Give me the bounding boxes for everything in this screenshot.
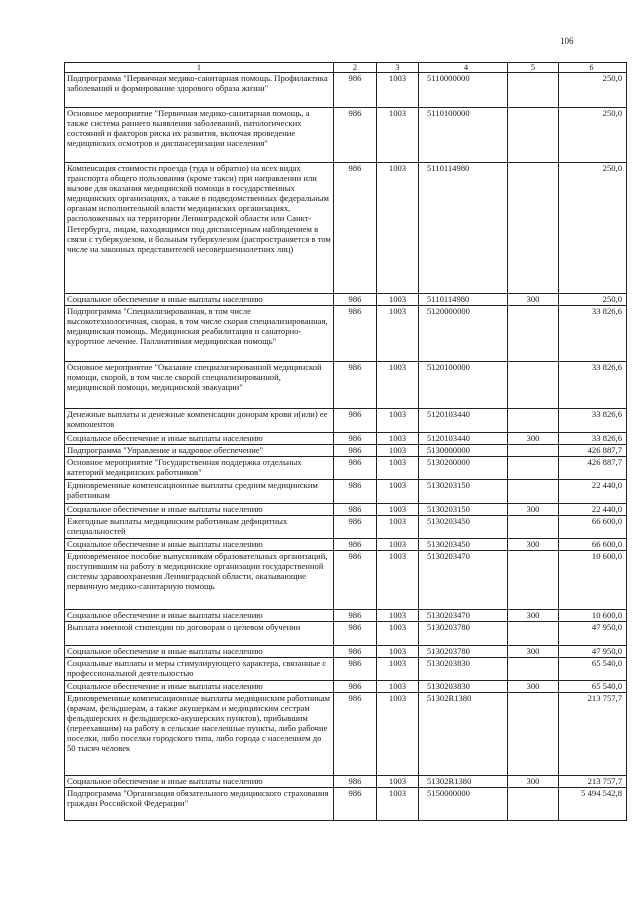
row-amount: 10 600,0 [559,551,627,610]
row-name: Социальное обеспечение и иные выплаты населению [65,294,334,306]
row-name: Основное мероприятие "Первичная медико-санитарная помощь, а также система раннего выявления заболеваний, патологических состояний и факторов риска их развития, включая проведение медицинских осмотров и диспансеризации населения" [65,108,334,163]
column-header-1: 1 [65,63,334,73]
table-row [65,693,627,776]
row-amount: 66 600,0 [559,516,627,539]
row-amount: 33 826,6 [559,433,627,445]
row-code-3: 1003 [377,108,419,163]
row-name: Ежегодные выплаты медицинским работникам дефицитных специальностей [65,516,334,539]
table-row [65,362,627,409]
row-code-5 [508,362,559,409]
row-code-5: 300 [508,504,559,516]
row-code-5: 300 [508,539,559,551]
row-code-3: 1003 [377,516,419,539]
row-code-2: 986 [334,622,377,646]
row-code-3: 1003 [377,433,419,445]
table-row [65,294,627,306]
row-code-4: 51302R1380 [419,776,508,788]
row-code-5 [508,693,559,776]
row-code-4: 5130203150 [419,504,508,516]
row-code-4: 5130200000 [419,457,508,480]
table-row [65,433,627,445]
row-name: Основное мероприятие "Государственная поддержка отдельных категорий медицинских работников" [65,457,334,480]
row-name: Подпрограмма "Организация обязательного медицинского страхования граждан Российской Федерации" [65,788,334,821]
row-name: Социальное обеспечение и иные выплаты населению [65,610,334,622]
row-name: Подпрограмма "Управление и кадровое обеспечение" [65,445,334,457]
row-amount: 426 887,7 [559,445,627,457]
row-code-5 [508,73,559,108]
table-header [65,63,627,73]
row-code-2: 986 [334,516,377,539]
row-code-5: 300 [508,610,559,622]
row-code-2: 986 [334,409,377,433]
table-row [65,445,627,457]
row-name: Единовременное пособие выпускникам образовательных организаций, поступившим на работу в медицинские организации государственной системы здравоохранения Ленинградской области, оказывающие первичную медико-санитарную помощь [65,551,334,610]
row-code-3: 1003 [377,622,419,646]
column-header-2: 2 [334,63,377,73]
row-code-2: 986 [334,108,377,163]
row-code-3: 1003 [377,445,419,457]
column-header-3: 3 [377,63,419,73]
row-code-5: 300 [508,433,559,445]
row-name: Социальное обеспечение и иные выплаты населению [65,539,334,551]
row-code-4: 5120100000 [419,362,508,409]
row-code-3: 1003 [377,646,419,658]
table-row [65,788,627,821]
row-code-4: 5130203470 [419,551,508,610]
row-code-4: 5130203450 [419,539,508,551]
row-code-4: 5120000000 [419,306,508,362]
row-code-3: 1003 [377,163,419,294]
row-code-4: 5120103440 [419,409,508,433]
row-code-2: 986 [334,681,377,693]
row-name: Социальное обеспечение и иные выплаты населению [65,681,334,693]
row-code-3: 1003 [377,306,419,362]
row-code-3: 1003 [377,504,419,516]
row-code-5 [508,516,559,539]
row-code-2: 986 [334,788,377,821]
row-code-2: 986 [334,294,377,306]
row-code-4: 5130000000 [419,445,508,457]
row-code-3: 1003 [377,551,419,610]
row-amount: 250,0 [559,73,627,108]
table-row [65,457,627,480]
row-code-2: 986 [334,433,377,445]
row-code-4: 5110100000 [419,108,508,163]
row-name: Денежные выплаты и денежные компенсации донорам крови и(или) ее компонентов [65,409,334,433]
row-code-5 [508,445,559,457]
row-code-5 [508,108,559,163]
column-header-5: 5 [508,63,559,73]
row-code-4: 5150000000 [419,788,508,821]
row-code-5: 300 [508,646,559,658]
table-row [65,646,627,658]
row-code-5 [508,622,559,646]
row-amount: 66 600,0 [559,539,627,551]
table-row [65,681,627,693]
row-code-4: 5120103440 [419,433,508,445]
row-name: Социальное обеспечение и иные выплаты населению [65,646,334,658]
table-body [65,73,627,821]
row-name: Выплата именной стипендии по договорам о целевом обучении [65,622,334,646]
table-row [65,306,627,362]
table-row [65,108,627,163]
row-name: Основное мероприятие "Оказание специализированной медицинской помощи, скорой, в том числе скорой специализированной, медицинской помощи, медицинской эвакуации" [65,362,334,409]
row-code-3: 1003 [377,73,419,108]
row-amount: 22 440,0 [559,480,627,504]
column-header-6: 6 [559,63,627,73]
row-amount: 426 887,7 [559,457,627,480]
row-code-4: 5130203780 [419,622,508,646]
row-code-4: 5110114980 [419,163,508,294]
row-amount: 250,0 [559,163,627,294]
row-code-4: 51302R1380 [419,693,508,776]
row-code-5 [508,480,559,504]
table-row [65,516,627,539]
row-code-3: 1003 [377,409,419,433]
row-amount: 33 826,6 [559,306,627,362]
row-code-2: 986 [334,539,377,551]
row-amount: 47 950,0 [559,646,627,658]
row-code-2: 986 [334,693,377,776]
row-amount: 22 440,0 [559,504,627,516]
row-name: Единовременные компенсационные выплаты медицинским работникам (врачам, фельдшерам, а также акушеркам и медицинским сестрам фельдшерских и фельдшерско-акушерских пунктов), прибывшим (переехавшим) на работу в сельские населенные пункты, либо рабочие поселки, либо поселки городского типа, либо города с населением до 50 тысяч человек [65,693,334,776]
table-row [65,480,627,504]
row-code-2: 986 [334,776,377,788]
row-code-5: 300 [508,776,559,788]
row-code-3: 1003 [377,681,419,693]
row-amount: 47 950,0 [559,622,627,646]
row-amount: 213 757,7 [559,693,627,776]
row-code-4: 5110114980 [419,294,508,306]
table-row [65,409,627,433]
row-code-3: 1003 [377,457,419,480]
table-row [65,539,627,551]
row-amount: 65 540,0 [559,658,627,681]
row-name: Социальное обеспечение и иные выплаты населению [65,433,334,445]
row-code-4: 5130203450 [419,516,508,539]
column-header-4: 4 [419,63,508,73]
row-code-4: 5110000000 [419,73,508,108]
row-code-2: 986 [334,306,377,362]
row-name: Социальные выплаты и меры стимулирующего характера, связанные с профессиональной деятельностью [65,658,334,681]
row-code-3: 1003 [377,480,419,504]
row-code-5 [508,788,559,821]
row-code-3: 1003 [377,362,419,409]
page-number: 106 [560,36,574,46]
row-amount: 33 826,6 [559,409,627,433]
row-code-2: 986 [334,658,377,681]
table-row [65,551,627,610]
row-name: Социальное обеспечение и иные выплаты населению [65,504,334,516]
row-code-2: 986 [334,610,377,622]
row-amount: 10 600,0 [559,610,627,622]
row-code-3: 1003 [377,539,419,551]
row-name: Социальное обеспечение и иные выплаты населению [65,776,334,788]
table-row [65,776,627,788]
row-code-4: 5130203780 [419,646,508,658]
table-row [65,610,627,622]
row-code-2: 986 [334,73,377,108]
row-code-4: 5130203830 [419,658,508,681]
row-code-3: 1003 [377,776,419,788]
row-code-5: 300 [508,294,559,306]
row-amount: 213 757,7 [559,776,627,788]
budget-table [64,62,627,821]
row-name: Подпрограмма "Специализированная, в том числе высокотехнологичная, скорая, в том числе скорая специализированная, медицинская помощь. Медицинская реабилитация и санаторно-курортное лечение. Паллиативная медицинская помощь" [65,306,334,362]
row-code-2: 986 [334,504,377,516]
row-code-5 [508,457,559,480]
row-code-3: 1003 [377,693,419,776]
row-code-3: 1003 [377,788,419,821]
row-code-5 [508,409,559,433]
row-code-5: 300 [508,681,559,693]
row-amount: 65 540,0 [559,681,627,693]
row-code-3: 1003 [377,610,419,622]
row-amount: 250,0 [559,108,627,163]
row-code-5 [508,306,559,362]
row-amount: 5 494 542,8 [559,788,627,821]
row-code-2: 986 [334,445,377,457]
row-code-3: 1003 [377,658,419,681]
row-code-2: 986 [334,163,377,294]
row-amount: 250,0 [559,294,627,306]
row-code-5 [508,658,559,681]
header-row [65,63,627,73]
row-code-2: 986 [334,551,377,610]
row-code-4: 5130203830 [419,681,508,693]
table-row [65,504,627,516]
row-code-2: 986 [334,362,377,409]
table-row [65,658,627,681]
row-name: Единовременные компенсационные выплаты средним медицинским работникам [65,480,334,504]
row-code-2: 986 [334,457,377,480]
row-name: Компенсация стоимости проезда (туда и обратно) на всех видах транспорта общего пользования (кроме такси) при направлении или вызове для оказания медицинской помощи в государственных медицинских организациях, а также в подведомственных федеральным органам исполнительной власти медицинских организациях, расположенных на территории Ленинградской области или Санкт-Петербурга, лицам, находящимся под диспансерным наблюдением в связи с туберкулезом, и больным туберкулезом (распространяется в том числе на законных представителей несовершеннолетних лиц) [65,163,334,294]
row-code-5 [508,163,559,294]
table-row [65,73,627,108]
row-name: Подпрограмма "Первичная медико-санитарная помощь. Профилактика заболеваний и формирование здорового образа жизни" [65,73,334,108]
row-amount: 33 826,6 [559,362,627,409]
row-code-3: 1003 [377,294,419,306]
row-code-2: 986 [334,646,377,658]
row-code-2: 986 [334,480,377,504]
row-code-4: 5130203150 [419,480,508,504]
row-code-4: 5130203470 [419,610,508,622]
table-row [65,622,627,646]
row-code-5 [508,551,559,610]
table-row [65,163,627,294]
